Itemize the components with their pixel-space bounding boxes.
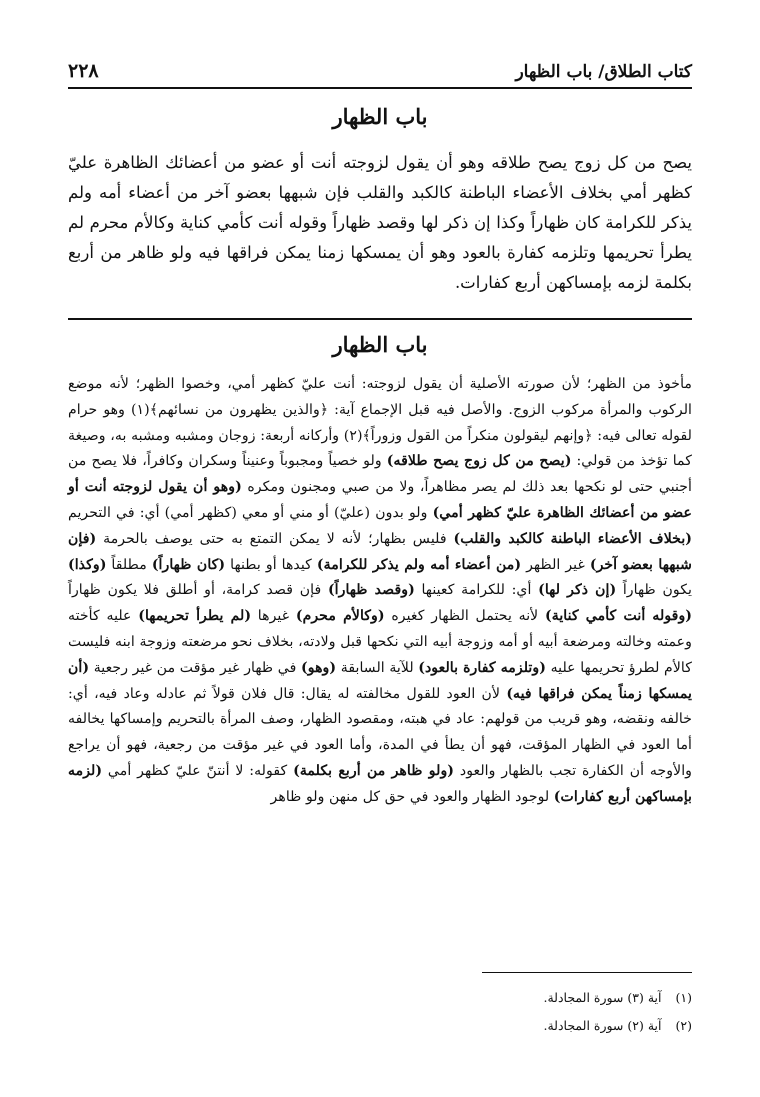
commentary-segment: لوجود الظهار والعود في حق كل منهن ولو ظاهر — [270, 788, 554, 805]
matn-section-title: باب الظهار — [332, 104, 428, 129]
matn-quote: (بخلاف الأعضاء الباطنة كالكبد والقلب) — [453, 530, 692, 547]
matn-quote: (وتلزمه كفارة بالعود) — [418, 659, 546, 676]
footnote-text: آية (٢) سورة المجادلة. — [543, 1018, 662, 1033]
footnotes — [68, 984, 692, 1040]
footnote — [68, 1012, 692, 1040]
commentary-segment: غير الظهر — [521, 556, 590, 573]
commentary-segment: للآية السابقة — [336, 659, 419, 676]
matn-quote: (فإن شبهها بعضو آخر) — [68, 530, 692, 573]
commentary-segment: مأخوذ من الظهر؛ لأن صورته الأصلية أن يقول لزوجته: أنت عليّ كظهر أمي، وخصوا الظهر؛ لأنه موضع الركوب والمرأة مركوب الزوج. والأصل فيه قبل الإجماع آية: ﴿والذين يظهرون من نسائهم﴾(١) وهو حرام لقوله تعالى فيه: ﴿وإنهم ليقولون منكراً من القول وزوراً﴾(٢) وأركانه أربعة: زوجان ومشبه ومشبه به، وصيغة كما تؤخذ من قولي: — [68, 376, 692, 470]
matn-quote: (وقوله أنت كأمي كناية) — [545, 608, 693, 625]
commentary-segment: كيدها أو بطنها — [225, 556, 317, 573]
matn-quote: (وكذا) — [68, 556, 107, 573]
matn-quote: (يصح من كل زوج يصح طلاقه) — [386, 453, 572, 470]
section-divider — [68, 318, 692, 320]
matn-quote: (وكالأم محرم) — [295, 608, 385, 625]
matn-quote: (من أعضاء أمه ولم يذكر للكرامة) — [316, 556, 522, 573]
commentary-segment: غيرها — [251, 608, 296, 625]
matn-quote: (وهو أن يقول لزوجته أنت أو عضو من أعضائك الظاهرة عليّ كظهر أمي) — [68, 479, 692, 521]
running-title: كتاب الطلاق/ باب الظهار — [515, 62, 692, 82]
commentary-text — [68, 372, 692, 811]
matn-quote: (ولو ظاهر من أربع بكلمة) — [293, 762, 455, 779]
commentary-segment: لأنه يحتمل الظهار كغيره — [384, 608, 545, 625]
page-number: ٢٢٨ — [68, 60, 99, 82]
matn-quote: (وقصد ظهاراً) — [327, 582, 415, 599]
sharh-section-title: باب الظهار — [332, 332, 428, 357]
matn-quote: (إن ذكر لها) — [538, 582, 617, 599]
footnote-number: (١) — [675, 990, 692, 1005]
commentary-segment: عليه كأخته وعمته وخالته ومرضعة أبيه أو أمه وزوجة أبيه التي نكحها قبل ولادته، بخلاف نحو مرضعته وزوجة ابنه فليست كالأم لطرؤ تحريمها عليه — [68, 608, 692, 676]
matn-section-title-wrap — [68, 104, 692, 129]
commentary-segment: فإن قصد كرامة، أو أطلق فلا يكون ظهاراً — [68, 582, 328, 599]
matn-quote: (أن يمسكها زمناً يمكن فراقها فيه) — [68, 659, 692, 702]
commentary-segment: ولو خصياً ومجبوباً وعنيناً وسكران وكافراً، فلا يصح من أجنبي حتى لو نكحها بعد ذلك لم يصر مظاهراً، ولا من صبي ومجنون ومكره — [68, 453, 692, 496]
commentary-segment: كقوله: لا أنتنّ عليّ كظهر أمي — [102, 762, 294, 779]
commentary-segment: فليس بظهار؛ لأنه لا يمكن التمتع به حتى يوصف بالحرمة — [96, 530, 454, 547]
commentary-segment: لأن العود للقول مخالفته له يقال: قال فلان قولاً ثم عادله وعاد فيه، أي: خالفه ونقضه، وهو قريب من قولهم: عاد في هبته، ومقصود الظهار، وصف المرأة بالتحريم وإمساكها يخالفه أما العود في الظهار المؤقت، فهو أن يطأ في المدة، وأما العود في غير مؤقت من رجعية، فهو أن يراجع والأوجه أن الكفارة تجب بالظهار والعود — [68, 685, 693, 779]
commentary-segment: أي: للكرامة كعينها — [414, 582, 539, 599]
matn-quote: (لزمه بإمساكهن أربع كفارات) — [68, 762, 692, 805]
matn-quote: (كان ظهاراً) — [151, 556, 226, 573]
footnote-text: آية (٣) سورة المجادلة. — [543, 990, 662, 1005]
footnote — [68, 984, 692, 1012]
sharh-section-title-wrap — [68, 332, 692, 357]
matn-quote: (لم يطرأ تحريمها) — [138, 608, 252, 625]
footnote-divider — [482, 972, 692, 973]
footnote-number: (٢) — [675, 1018, 692, 1033]
matn-text: يصح من كل زوج يصح طلاقه وهو أن يقول لزوجته أنت أو عضو من أعضائك الظاهرة عليّ كظهر أمي بخلاف الأعضاء الباطنة كالكبد والقلب فإن شبهها بعضو آخر من أعضاء أمه ولم يذكر للكرامة كان ظهاراً وكذا إن ذكر لها وقصد ظهاراً وقوله أنت كأمي كناية وكالأم محرم لم يطرأ تحريمها وتلزمه كفارة بالعود وهو أن يمسكها زمنا يمكن فراقها فيه ولو ظاهر من أربع بكلمة لزمه بإمساكهن أربع كفارات. — [68, 153, 692, 292]
matn-quote: (وهو) — [301, 659, 337, 676]
commentary-segment: يكون ظهاراً — [616, 582, 692, 599]
page-header — [68, 55, 692, 89]
commentary-segment: في ظهار غير مؤقت من غير رجعية — [89, 659, 302, 676]
commentary-segment: ولو بدون (عليّ) أو مني أو معي (كظهر أمي) أي: في التحريم — [68, 504, 433, 521]
commentary-segment: مطلقاً — [106, 556, 152, 573]
